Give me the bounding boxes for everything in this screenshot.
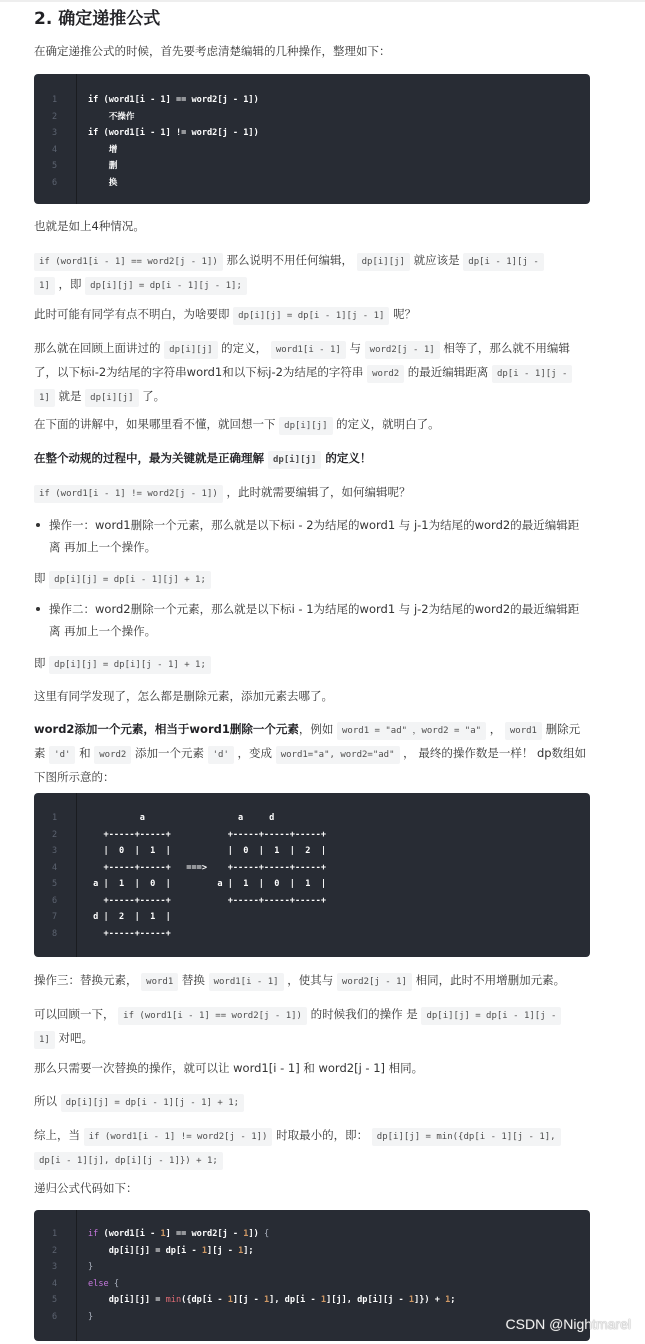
- inline-code: word1: [141, 973, 178, 991]
- add-question-paragraph: 这里有同学发现了，怎么都是删除元素，添加元素去哪了。: [34, 689, 333, 703]
- code-line: 1 if (word1[i - 1] == word2[j - 1]): [52, 95, 259, 105]
- summary-paragraph: 综上，当 if (word1[i - 1] != word2[j - 1]) 时取最小的，即： dp[i][j] = min({dp[i - 1][j - 1], dp[i - 1][j], dp[i][j - 1]}) + 1;: [34, 1124, 590, 1172]
- inline-code: dp[i][j] = dp[i - 1][j] + 1;: [49, 571, 211, 589]
- inline-code: dp[i][j] = dp[i - 1][j - 1]: [233, 307, 389, 325]
- inline-code: word2[j - 1]: [365, 341, 440, 359]
- inline-code: dp[i][j] = dp[i][j - 1] + 1;: [49, 656, 211, 674]
- code-line: 2 不操作: [52, 111, 135, 122]
- operation-3-paragraph: 操作三：替换元素， word1 替换 word1[i - 1] ，使其与 word2[j - 1] 相同，此时不用增删加元素。: [34, 969, 590, 993]
- operation-1-formula: 即 dp[i][j] = dp[i - 1][j] + 1;: [34, 567, 590, 591]
- inline-code: word1[i - 1]: [209, 973, 284, 991]
- inline-code: dp[i][j]: [268, 451, 321, 469]
- inline-code: dp[i][j]: [357, 253, 410, 271]
- code-intro-paragraph: 递归公式代码如下：: [34, 1181, 138, 1195]
- section-heading: 2. 确定递推公式: [34, 9, 161, 29]
- inline-code: 'd': [49, 746, 75, 764]
- so-formula-paragraph: 所以 dp[i][j] = dp[i - 1][j - 1] + 1;: [34, 1090, 590, 1114]
- csdn-watermark: CSDN @Nightmarel: [505, 1316, 631, 1332]
- inline-code: dp[i][j]: [164, 341, 217, 359]
- inline-code: dp[i - 1][j -: [463, 253, 543, 271]
- inline-code: dp[i][j] = dp[i - 1][j - 1] + 1;: [61, 1094, 244, 1112]
- four-cases-paragraph: 也就是如上4种情况。: [34, 219, 145, 233]
- code-line: 1 if (word1[i - 1] == word2[j - 1]) {: [52, 1229, 270, 1239]
- code-line: 3 | 0 | 1 | | 0 | 1 | 2 |: [52, 846, 326, 856]
- top-divider: [0, 0, 645, 2]
- inline-code: word2: [367, 365, 404, 383]
- intro-paragraph: 在确定递推公式的时候，首先要考虑清楚编辑的几种操作，整理如下：: [34, 44, 391, 58]
- inline-code: 1]: [34, 1031, 55, 1049]
- code-line: 3 if (word1[i - 1] != word2[j - 1]): [52, 128, 259, 138]
- recall-paragraph: 在下面的讲解中，如果哪里看不懂，就回想一下 dp[i][j] 的定义，就明白了。: [34, 413, 590, 437]
- code-line: 4 +-----+-----+ ===> +-----+-----+-----+: [52, 862, 326, 873]
- inline-code: if (word1[i - 1] == word2[j - 1]): [118, 1007, 307, 1025]
- equal-case-paragraph: if (word1[i - 1] == word2[j - 1]) 那么说明不用任何编辑， dp[i][j] 就应该是 dp[i - 1][j - 1] ，即 dp[i][j] = dp[i - 1][j - 1];: [34, 249, 590, 297]
- code-block-operations: [34, 74, 590, 204]
- inline-code: dp[i][j] = min({dp[i - 1][j - 1],: [372, 1128, 561, 1146]
- code-block-dp-table: [34, 793, 590, 957]
- replace-once-paragraph: 那么只需要一次替换的操作，就可以让 word1[i - 1] 和 word2[j - 1] 相同。: [34, 1061, 424, 1075]
- code-line: 4 else {: [52, 1278, 120, 1289]
- code-line: 5 a | 1 | 0 | a | 1 | 0 | 1 |: [52, 879, 326, 889]
- code-line: 8 +-----+-----+: [52, 928, 171, 939]
- code-line: 1 a a d: [52, 813, 275, 823]
- inline-code: dp[i][j]: [279, 417, 332, 435]
- add-element-paragraph: word2添加一个元素，相当于word1删除一个元素，例如 word1 = "ad" ，word2 = "a" ， word1 删除元素 'd' 和 word2 添加一个元素 'd' ，变成 word1="a", word2="ad" ， 最终的操作数是一样！ dp数组如下图所示意的：: [34, 722, 587, 784]
- code-line: 6 }: [52, 1311, 94, 1322]
- code-line: 6 +-----+-----+ +-----+-----+-----+: [52, 895, 326, 906]
- code-line: 5 dp[i][j] = min({dp[i - 1][j - 1], dp[i - 1][j], dp[i][j - 1]}) + 1;: [52, 1295, 456, 1305]
- key-point-paragraph: 在整个动规的过程中，最为关键就是正确理解 dp[i][j] 的定义！: [34, 447, 590, 471]
- inline-code: word1[i - 1]: [271, 341, 346, 359]
- why-paragraph: 此时可能有同学有点不明白，为啥要即 dp[i][j] = dp[i - 1][j - 1] 呢？: [34, 303, 590, 327]
- inline-code: if (word1[i - 1] == word2[j - 1]): [34, 253, 223, 271]
- inline-code: word1: [505, 722, 542, 740]
- code-line: 2 dp[i][j] = dp[i - 1][j - 1];: [52, 1245, 254, 1256]
- inline-code: if (word1[i - 1] != word2[j - 1]): [84, 1128, 273, 1146]
- inline-code: dp[i][j]: [85, 389, 138, 407]
- list-item-operation-1: 操作一：word1删除一个元素，那么就是以下标i - 2为结尾的word1 与 j-1为结尾的word2的最近编辑距离 再加上一个操作。: [34, 514, 590, 558]
- inline-code: word1="a", word2="ad": [276, 746, 400, 764]
- code-line: 4 增: [52, 144, 118, 155]
- inline-code: dp[i - 1][j -: [492, 365, 572, 383]
- inline-code: dp[i][j] = dp[i - 1][j -: [421, 1007, 561, 1025]
- code-line: 2 +-----+-----+ +-----+-----+-----+: [52, 829, 326, 840]
- inline-code: 1]: [34, 389, 55, 407]
- inline-code: 'd': [208, 746, 234, 764]
- inline-code: word2: [94, 746, 131, 764]
- operation-2-formula: 即 dp[i][j] = dp[i][j - 1] + 1;: [34, 652, 590, 676]
- code-line: 7 d | 2 | 1 |: [52, 912, 171, 922]
- not-equal-paragraph: if (word1[i - 1] != word2[j - 1]) ，此时就需要编辑了，如何编辑呢？: [34, 481, 590, 505]
- code-line: 6 换: [52, 177, 118, 188]
- inline-code: word1 = "ad" ，word2 = "a": [337, 722, 486, 740]
- inline-code: dp[i][j] = dp[i - 1][j - 1];: [85, 277, 247, 295]
- list-item-operation-2: 操作二：word2删除一个元素，那么就是以下标i - 1为结尾的word1 与 j-2为结尾的word2的最近编辑距离 再加上一个操作。: [34, 598, 590, 642]
- inline-code: if (word1[i - 1] != word2[j - 1]): [34, 485, 223, 503]
- code-line: 3 }: [52, 1262, 94, 1272]
- code-line: 5 删: [52, 161, 118, 171]
- inline-code: word2[j - 1]: [337, 973, 412, 991]
- review-definition-paragraph: 那么就在回顾上面讲过的 dp[i][j] 的定义， word1[i - 1] 与 word2[j - 1] 相等了，那么就不用编辑了，以下标i-2为结尾的字符串word1和以下标j-2为结尾的字符串 word2 的最近编辑距离 dp[i - 1][j - 1] 就是 dp[i][j] 了。: [34, 337, 590, 409]
- review-again-paragraph: 可以回顾一下， if (word1[i - 1] == word2[j - 1]) 的时候我们的操作 是 dp[i][j] = dp[i - 1][j - 1] 对吧。: [34, 1003, 590, 1051]
- inline-code: 1]: [34, 277, 55, 295]
- inline-code: dp[i - 1][j], dp[i][j - 1]}) + 1;: [34, 1152, 223, 1170]
